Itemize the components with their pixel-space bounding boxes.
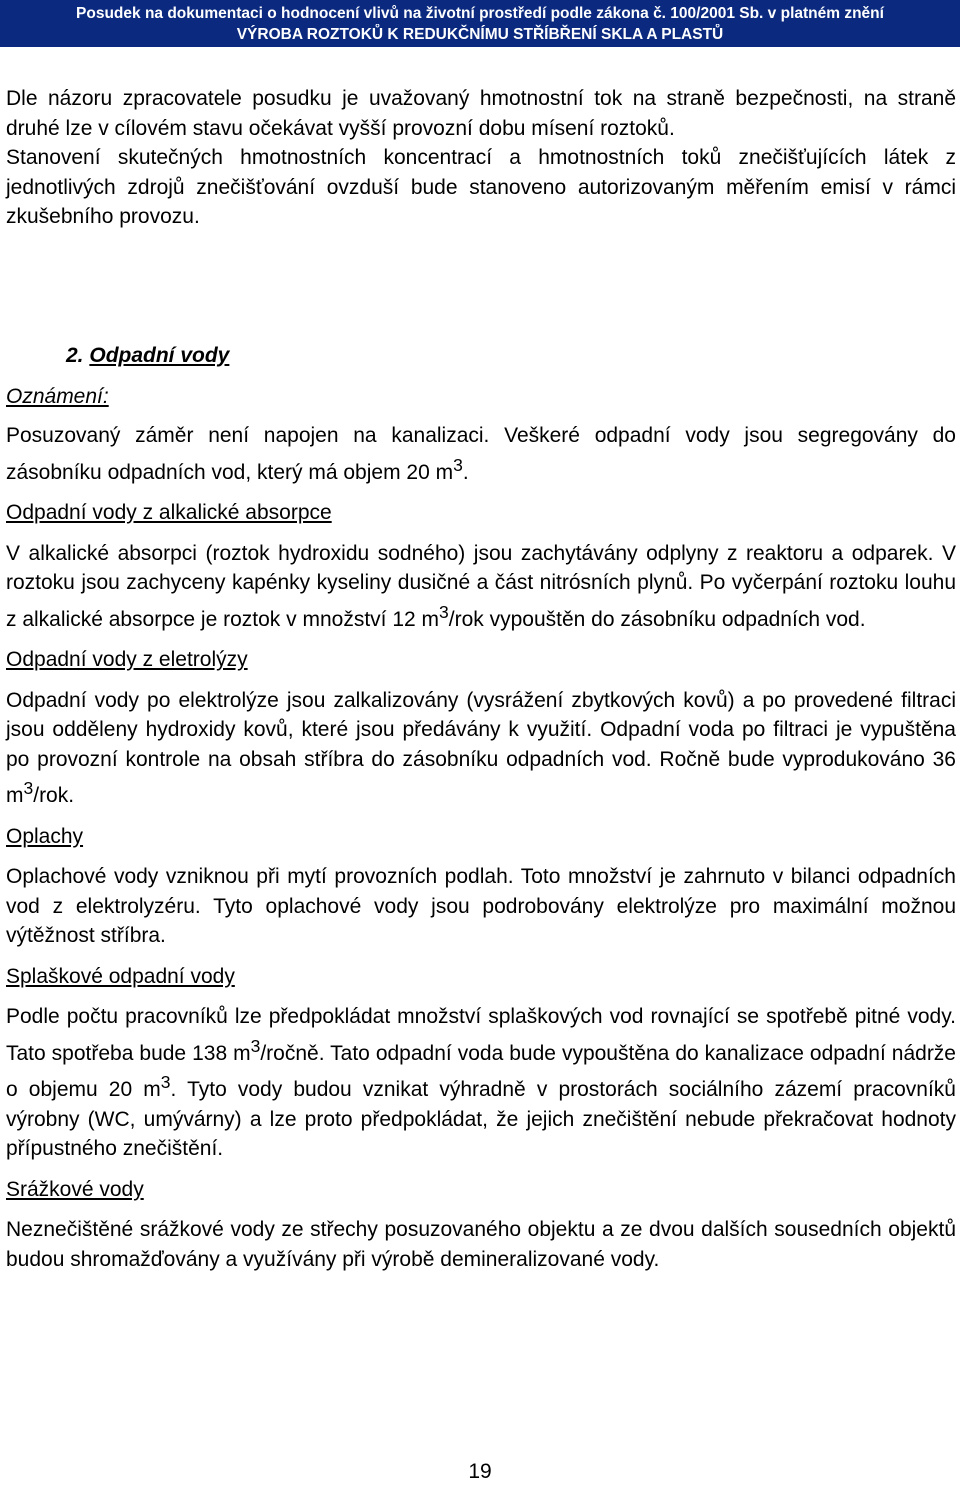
page-number: 19 [468, 1460, 492, 1483]
intro-paragraph-2: Stanovení skutečných hmotnostních koncentrací a hmotnostních toků znečišťujících látek z jednotlivých zdrojů znečišťování ovzduší bude stanoveno autorizovaným měřením emisí v rámci zkušebního provozu. [6, 146, 956, 228]
subheading-alkaline-absorption: Odpadní vody z alkalické absorpce [6, 501, 332, 524]
paragraph-sewage-middle: /ročně. Tato odpadní voda bude vypouštěna do kanalizace odpadní nádrže o objemu 20 m [6, 1041, 956, 1101]
section-number: 2. [66, 344, 84, 367]
paragraph-sewage-text: Podle počtu pracovníků lze předpokládat množství splaškových vod rovnající se spotřebě pitné vody. Tato spotřeba bude 138 m [6, 1005, 956, 1065]
intro-block [6, 84, 956, 232]
paragraph-rinsing: Oplachové vody vzniknou při mytí provozních podlah. Toto množství je zahrnuto v bilanci odpadních vod z elektrolyzéru. Tyto oplachové vody jsou podrobovány elektrolýze pro maximální možnou výtěžnost stříbra. [6, 865, 956, 947]
announcement-label: Oznámení: [6, 385, 109, 408]
subheading-electrolysis: Odpadní vody z eletrolýzy [6, 648, 248, 671]
subheading-rinsing: Oplachy [6, 824, 84, 848]
paragraph-segregation-text: Posuzovaný záměr není napojen na kanalizaci. Veškeré odpadní vody jsou segregovány do zásobníku odpadních vod, který má objem 20 m [6, 424, 956, 484]
paragraph-sewage [6, 1002, 956, 1164]
paragraph-rainwater: Neznečištěné srážkové vody ze střechy posuzovaného objektu a ze dvou dalších sousedních objektů budou shromažďovány a využívány při výrobě demineralizované vody. [6, 1218, 956, 1271]
paragraph-electrolysis-text: Odpadní vody po elektrolýze jsou zalkalizovány (vysrážení zbytkových kovů) a po provedené filtraci jsou odděleny hydroxidy kovů, které jsou předávány k využití. Odpadní voda po filtraci je vypuštěna po provozní kontrole na obsah stříbra do zásobníku odpadních vod. Ročně bude vyprodukováno 36 m [6, 688, 956, 807]
intro-paragraph-1: Dle názoru zpracovatele posudku je uvažovaný hmotnostní tok na straně bezpečnosti, na straně druhé lze v cílovém stavu očekávat vyšší provozní dobu mísení roztoků. [6, 87, 956, 140]
superscript: 3 [160, 1072, 171, 1092]
superscript: 3 [439, 601, 449, 622]
paragraph-segregation [6, 421, 956, 487]
superscript: 3 [250, 1035, 261, 1056]
paragraph-alkaline-text: V alkalické absorpci (roztok hydroxidu sodného) jsou zachytávány odplyny z reaktoru a odparek. V roztoku jsou zachyceny kapénky kyseliny dusičné a část nitrósních plynů. Po vyčerpání roztoku louhu z alkalické absorpce je roztok v množství 12 m [6, 541, 956, 631]
header-line-1: Posudek na dokumentaci o hodnocení vlivů na životní prostředí podle zákona č. 100/2001 Sb. v platném znění [76, 5, 884, 22]
announcement-label-block [6, 382, 306, 412]
superscript: 3 [23, 778, 34, 798]
main-body [6, 421, 956, 1274]
paragraph-electrolysis-tail: /rok. [33, 784, 75, 807]
paragraph-end: . [462, 460, 469, 484]
superscript: 3 [453, 454, 463, 475]
subheading-rainwater: Srážkové vody [6, 1177, 144, 1201]
paragraph-sewage-tail: . Tyto vody budou vznikat výhradně v prostorách sociálního zázemí pracovníků výrobny (WC, umývárny) a lze proto předpokládat, že jejich znečištění nebude překračovat hodnoty přípustného znečištění. [6, 1078, 956, 1160]
paragraph-alkaline-absorption [6, 539, 956, 635]
paragraph-electrolysis [6, 686, 956, 811]
section-title: Odpadní vody [89, 344, 230, 367]
paragraph-alkaline-tail: /rok vypouštěn do zásobníku odpadních vod. [448, 607, 866, 631]
header-line-2: VÝROBA ROZTOKŮ K REDUKČNÍMU STŘÍBŘENÍ SKLA A PLASTŮ [236, 26, 724, 43]
page-header [0, 0, 960, 47]
subheading-sewage: Splaškové odpadní vody [6, 964, 235, 988]
section-heading [66, 341, 366, 371]
